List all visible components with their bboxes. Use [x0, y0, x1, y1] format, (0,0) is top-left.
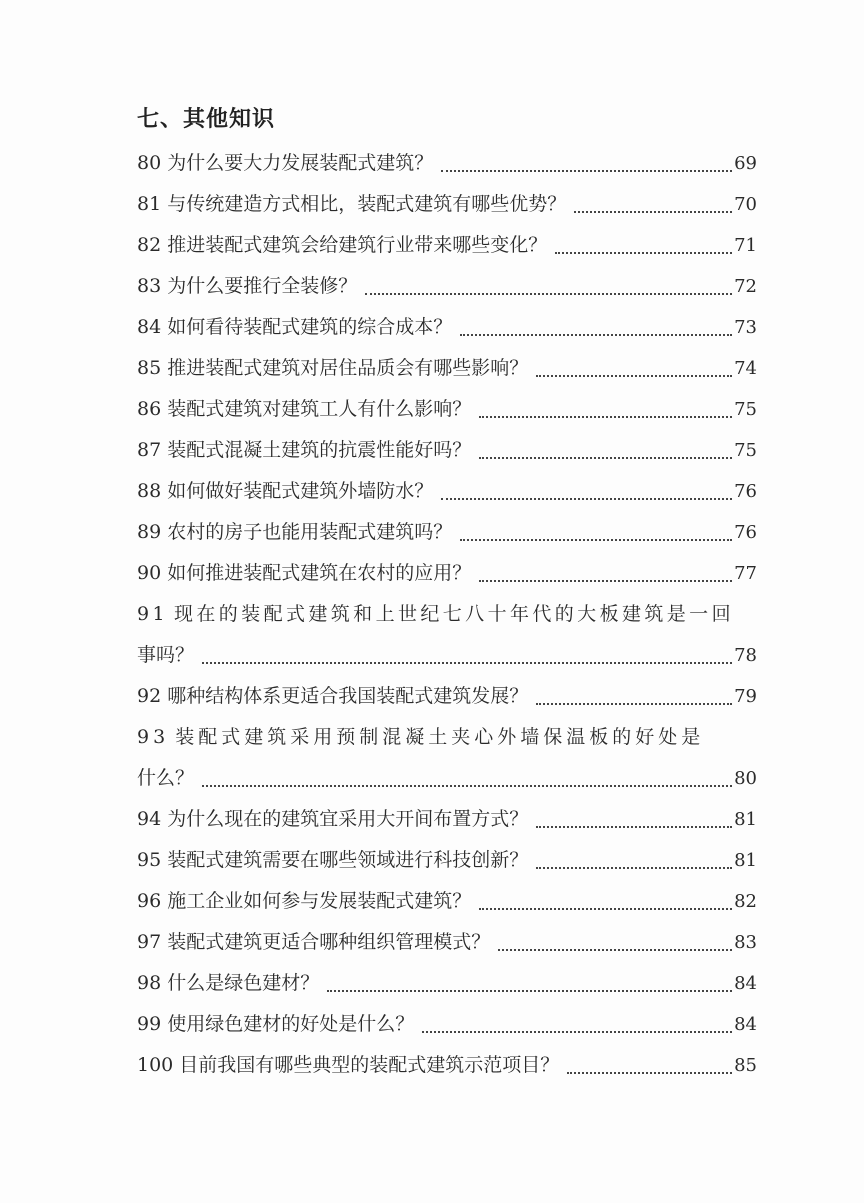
toc-entry[interactable] — [137, 512, 757, 553]
toc-entry[interactable] — [137, 389, 757, 430]
toc-entry-text: 94 为什么现在的建筑宜采用大开间布置方式？ — [137, 808, 529, 830]
dot-leader — [536, 375, 732, 377]
dot-leader — [479, 908, 732, 910]
toc-entry[interactable] — [137, 1045, 757, 1086]
toc-entry-text: 85 推进装配式建筑对居住品质会有哪些影响？ — [137, 357, 529, 379]
dot-leader — [479, 580, 732, 582]
toc-entry[interactable] — [137, 184, 757, 225]
toc-page-number: 75 — [734, 399, 757, 420]
toc-entry-text: 98 什么是绿色建材？ — [137, 972, 320, 994]
toc-page-number: 82 — [734, 891, 757, 912]
dot-leader — [567, 1072, 732, 1074]
dot-leader — [441, 498, 732, 500]
toc-page-number: 78 — [734, 645, 757, 666]
dot-leader — [441, 170, 732, 172]
dot-leader — [202, 785, 732, 787]
toc-entry-text-cont: 事吗？ — [137, 644, 195, 666]
toc-page-number: 84 — [734, 1014, 757, 1035]
toc-page-number: 83 — [734, 932, 757, 953]
toc-page-number: 70 — [734, 194, 757, 215]
toc-entry[interactable] — [137, 348, 757, 389]
toc-entry-text: 91 现在的装配式建筑和上世纪七八十年代的大板建筑是一回 — [137, 603, 734, 625]
dot-leader — [327, 990, 732, 992]
toc-page-number: 75 — [734, 440, 757, 461]
toc-entry-line-2[interactable] — [137, 758, 757, 799]
toc-entry-text: 99 使用绿色建材的好处是什么？ — [137, 1013, 415, 1035]
toc-page-number: 76 — [734, 522, 757, 543]
toc-entry[interactable] — [137, 143, 757, 184]
toc-entry-line-1[interactable] — [137, 717, 757, 758]
toc-page-number: 77 — [734, 563, 757, 584]
toc-entry[interactable] — [137, 799, 757, 840]
dot-leader — [498, 949, 732, 951]
toc-entry[interactable] — [137, 266, 757, 307]
toc-page-number: 85 — [734, 1055, 757, 1076]
toc-entry-text: 82 推进装配式建筑会给建筑行业带来哪些变化？ — [137, 234, 548, 256]
dot-leader — [555, 252, 732, 254]
toc-page-number: 74 — [734, 358, 757, 379]
toc-entry-text: 100 目前我国有哪些典型的装配式建筑示范项目？ — [137, 1054, 560, 1076]
toc-entry[interactable] — [137, 881, 757, 922]
toc-entry-text: 96 施工企业如何参与发展装配式建筑？ — [137, 890, 472, 912]
dot-leader — [460, 334, 732, 336]
toc-page-number: 69 — [734, 153, 757, 174]
dot-leader — [574, 211, 732, 213]
toc-entry-line-2[interactable] — [137, 635, 757, 676]
toc-entry[interactable] — [137, 307, 757, 348]
toc-entry[interactable] — [137, 430, 757, 471]
toc-entry[interactable] — [137, 553, 757, 594]
toc-entry-text: 87 装配式混凝土建筑的抗震性能好吗？ — [137, 439, 472, 461]
toc-page-number: 81 — [734, 850, 757, 871]
toc-page-number: 71 — [734, 235, 757, 256]
toc-entry-text: 83 为什么要推行全装修？ — [137, 275, 358, 297]
dot-leader — [479, 416, 732, 418]
toc-entry-text: 81 与传统建造方式相比，装配式建筑有哪些优势？ — [137, 193, 567, 215]
toc-page-number: 76 — [734, 481, 757, 502]
toc-entry[interactable] — [137, 840, 757, 881]
toc-entry-text: 95 装配式建筑需要在哪些领域进行科技创新？ — [137, 849, 529, 871]
toc-entry-text: 80 为什么要大力发展装配式建筑？ — [137, 152, 434, 174]
toc-entry-text: 88 如何做好装配式建筑外墙防水？ — [137, 480, 434, 502]
toc-page-number: 73 — [734, 317, 757, 338]
dot-leader — [365, 293, 732, 295]
toc-entry-text: 97 装配式建筑更适合哪种组织管理模式？ — [137, 931, 491, 953]
dot-leader — [460, 539, 732, 541]
toc-page-number: 72 — [734, 276, 757, 297]
toc-entry[interactable] — [137, 963, 757, 1004]
toc-page-number: 80 — [734, 768, 757, 789]
toc-entry[interactable] — [137, 1004, 757, 1045]
toc-page-number: 81 — [734, 809, 757, 830]
dot-leader — [536, 703, 732, 705]
section-title: 七、其他知识 — [137, 107, 276, 132]
dot-leader — [536, 826, 732, 828]
toc-entry-text: 93 装配式建筑采用预制混凝土夹心外墙保温板的好处是 — [137, 726, 705, 748]
toc-entry-text-cont: 什么？ — [137, 767, 195, 789]
toc-entry-text: 84 如何看待装配式建筑的综合成本？ — [137, 316, 453, 338]
toc-entry-text: 90 如何推进装配式建筑在农村的应用？ — [137, 562, 472, 584]
toc-page-number: 84 — [734, 973, 757, 994]
dot-leader — [479, 457, 732, 459]
toc-entry-line-1[interactable] — [137, 594, 757, 635]
toc-entry[interactable] — [137, 676, 757, 717]
dot-leader — [536, 867, 732, 869]
toc-entry-text: 92 哪种结构体系更适合我国装配式建筑发展？ — [137, 685, 529, 707]
toc-entry-text: 89 农村的房子也能用装配式建筑吗？ — [137, 521, 453, 543]
toc-page-number: 79 — [734, 686, 757, 707]
dot-leader — [202, 662, 732, 664]
toc-entry[interactable] — [137, 922, 757, 963]
toc-entry[interactable] — [137, 471, 757, 512]
table-of-contents — [137, 143, 757, 1086]
dot-leader — [422, 1031, 732, 1033]
toc-entry[interactable] — [137, 225, 757, 266]
toc-entry-text: 86 装配式建筑对建筑工人有什么影响？ — [137, 398, 472, 420]
